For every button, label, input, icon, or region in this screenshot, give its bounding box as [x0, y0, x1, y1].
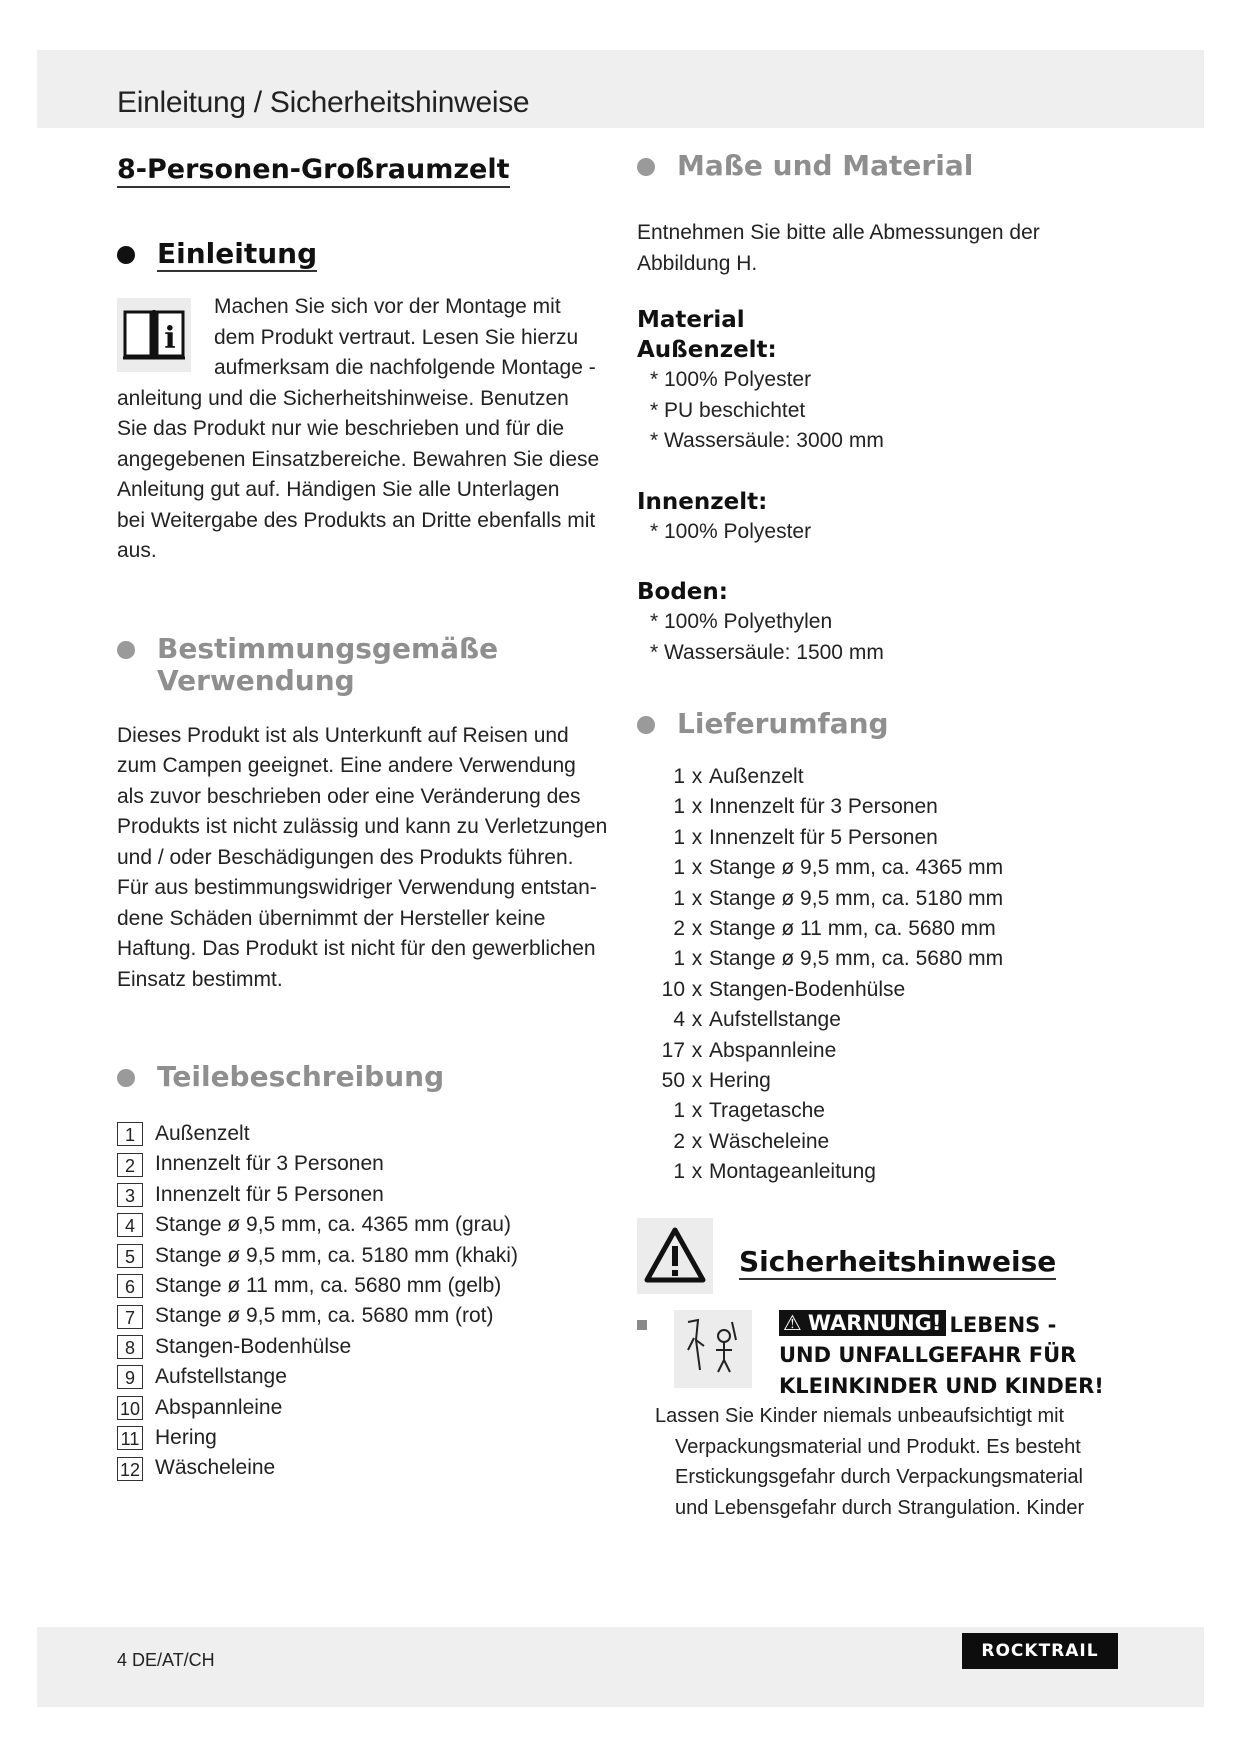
list-item	[117, 1332, 617, 1362]
einleitung-line: aus.	[117, 539, 157, 562]
warning-body: Lassen Sie Kinder niemals unbeaufsichtigt mit Verpackungsmaterial und Produkt. Es besteht Erstickungsgefahr durch Verpackungsmaterial und Lebensgefahr durch Strangulation. Kinder	[655, 1405, 1085, 1519]
part-number-box: 1	[117, 1122, 143, 1146]
list-item: 50 x Hering	[661, 1069, 771, 1093]
verwendung-line: Haftung. Das Produkt ist nicht für den gewerblichen	[117, 937, 596, 960]
warning-small-icon: ⚠	[783, 1310, 802, 1335]
part-label: Wäscheleine	[155, 1456, 276, 1480]
material-item: * 100% Polyester	[650, 519, 812, 543]
bullet-dot-icon	[117, 246, 135, 264]
list-item	[117, 1301, 617, 1331]
einleitung-line: angegebenen Einsatzbereiche. Bewahren Sie diese	[117, 447, 600, 471]
section-heading-masse: Maße und Material	[637, 150, 1117, 182]
part-label: Stange ø 9,5 mm, ca. 5680 mm (rot)	[155, 1304, 494, 1328]
einleitung-line: dem Produkt vertraut. Lesen Sie hierzu	[214, 325, 579, 349]
part-label: Innenzelt für 3 Personen	[155, 1152, 384, 1176]
material-item: * PU beschichtet	[650, 398, 806, 422]
section-heading-verwendung: Bestimmungsgemäße Verwendung	[117, 633, 617, 697]
warning-triangle-icon	[637, 1218, 713, 1294]
material-item: * Wassersäule: 1500 mm	[650, 640, 884, 664]
verwendung-line: dene Schäden übernimmt der Hersteller keine	[117, 906, 546, 930]
list-item	[117, 1453, 617, 1483]
part-label: Stange ø 9,5 mm, ca. 4365 mm (grau)	[155, 1213, 511, 1237]
list-item	[117, 1423, 617, 1453]
masse-text: Entnehmen Sie bitte alle Abmessungen der	[637, 221, 1040, 244]
list-item: 1 x Innenzelt für 5 Personen	[673, 825, 938, 849]
part-number-box: 2	[117, 1153, 143, 1177]
part-number-box: 4	[117, 1213, 143, 1237]
part-label: Abspannleine	[155, 1395, 283, 1419]
einleitung-block	[117, 292, 617, 567]
part-label: Hering	[155, 1426, 217, 1450]
safety-heading-block	[637, 1218, 1117, 1300]
delivery-list	[637, 762, 1117, 1188]
bullet-square-icon	[637, 1320, 647, 1330]
bullet-dot-icon	[637, 716, 655, 734]
part-label: Aufstellstange	[155, 1365, 287, 1389]
list-item: 1 x Innenzelt für 3 Personen	[673, 795, 938, 819]
material-item: * 100% Polyethylen	[650, 610, 833, 633]
part-number-box: 10	[117, 1396, 143, 1420]
part-number-box: 8	[117, 1335, 143, 1359]
part-label: Außenzelt	[155, 1122, 250, 1145]
bullet-dot-icon	[117, 1069, 135, 1087]
list-item: 1 x Montageanleitung	[673, 1160, 876, 1184]
list-item	[117, 1119, 617, 1149]
part-label: Innenzelt für 5 Personen	[155, 1182, 384, 1206]
material-item: * Wassersäule: 3000 mm	[650, 429, 884, 452]
list-item	[117, 1362, 617, 1392]
part-number-box: 11	[117, 1426, 143, 1450]
left-column	[117, 150, 617, 1484]
list-item	[117, 1393, 617, 1423]
read-manual-info-icon	[117, 298, 191, 372]
list-item: 2 x Wäscheleine	[673, 1129, 830, 1153]
safety-title: Sicherheitshinweise	[739, 1244, 1057, 1278]
list-item: 1 x Außenzelt	[673, 765, 804, 788]
verwendung-block	[117, 721, 617, 996]
innenzelt-heading: Innenzelt:	[637, 488, 768, 515]
verwendung-line: zum Campen geeignet. Eine andere Verwendung	[117, 754, 576, 777]
list-item: 2 x Stange ø 11 mm, ca. 5680 mm	[673, 917, 996, 941]
part-number-box: 7	[117, 1305, 143, 1329]
parts-list	[117, 1119, 617, 1484]
page-number: 4 DE/AT/CH	[117, 1650, 215, 1670]
part-label: Stange ø 11 mm, ca. 5680 mm (gelb)	[155, 1274, 502, 1298]
list-item	[117, 1210, 617, 1240]
list-item: 1 x Tragetasche	[673, 1099, 825, 1123]
section-heading-einleitung: Einleitung	[117, 238, 617, 270]
einleitung-line: anleitung und die Sicherheitshinweise. Benutzen	[117, 386, 569, 410]
section-heading-teilebeschreibung: Teilebeschreibung	[117, 1061, 617, 1093]
warning-heading: ⚠ WARNUNG! LEBENS - UND UNFALLGEFAHR FÜR KLEINKINDER UND KINDER!	[779, 1310, 1117, 1402]
list-item: 1 x Stange ø 9,5 mm, ca. 5680 mm	[673, 947, 1004, 971]
part-label: Stange ø 9,5 mm, ca. 5180 mm (khaki)	[155, 1243, 518, 1267]
warning-block	[637, 1310, 1117, 1524]
part-label: Stangen-Bodenhülse	[155, 1334, 352, 1358]
list-item	[117, 1271, 617, 1301]
verwendung-line: Produkts ist nicht zulässig und kann zu Verletzungen	[117, 815, 608, 838]
einleitung-line: Sie das Produkt nur wie beschrieben und für die	[117, 417, 565, 440]
part-number-box: 12	[117, 1457, 143, 1481]
bullet-dot-icon	[637, 158, 655, 176]
section-heading-lieferumfang: Lieferumfang	[637, 708, 1117, 740]
list-item: 4 x Aufstellstange	[673, 1008, 841, 1032]
list-item	[117, 1149, 617, 1179]
boden-heading: Boden:	[637, 579, 728, 605]
document-title: 8-Personen-Großraumzelt	[117, 154, 510, 188]
list-item: 1 x Stange ø 9,5 mm, ca. 4365 mm	[673, 856, 1004, 880]
verwendung-line: Einsatz bestimmt.	[117, 967, 283, 991]
verwendung-line: Dieses Produkt ist als Unterkunft auf Reisen und	[117, 723, 569, 747]
part-number-box: 6	[117, 1274, 143, 1298]
aussenzelt-heading: Außenzelt:	[637, 337, 777, 363]
svg-text:i: i	[164, 321, 176, 356]
einleitung-line: Machen Sie sich vor der Montage mit	[214, 295, 561, 318]
bullet-dot-icon	[117, 641, 135, 659]
list-item	[117, 1241, 617, 1271]
material-item: * 100% Polyester	[650, 368, 812, 391]
verwendung-line: und / oder Beschädigungen des Produkts führen.	[117, 845, 574, 869]
einleitung-line: aufmerksam die nachfolgende Montage -	[214, 356, 596, 379]
list-item: 1 x Stange ø 9,5 mm, ca. 5180 mm	[673, 886, 1004, 910]
child-danger-icon	[674, 1310, 752, 1388]
list-item	[117, 1180, 617, 1210]
einleitung-line: bei Weitergabe des Produkts an Dritte ebenfalls mit	[117, 508, 596, 532]
page-header-title: Einleitung / Sicherheitshinweise	[117, 86, 530, 119]
part-number-box: 3	[117, 1183, 143, 1207]
verwendung-line: als zuvor beschrieben oder eine Veränderung des	[117, 784, 581, 808]
verwendung-line: Für aus bestimmungswidriger Verwendung entstan-	[117, 876, 597, 899]
right-column	[637, 150, 1117, 1523]
list-item: 17 x Abspannleine	[661, 1038, 837, 1062]
part-number-box: 5	[117, 1244, 143, 1268]
part-number-box: 9	[117, 1365, 143, 1389]
masse-text: Abbildung H.	[637, 251, 758, 275]
material-heading: Material	[637, 307, 745, 333]
list-item: 10 x Stangen-Bodenhülse	[661, 977, 906, 1001]
einleitung-line: Anleitung gut auf. Händigen Sie alle Unterlagen	[117, 478, 560, 501]
brand-logo: ROCKTRAIL	[962, 1633, 1118, 1669]
warning-badge: ⚠ WARNUNG!	[779, 1310, 946, 1336]
